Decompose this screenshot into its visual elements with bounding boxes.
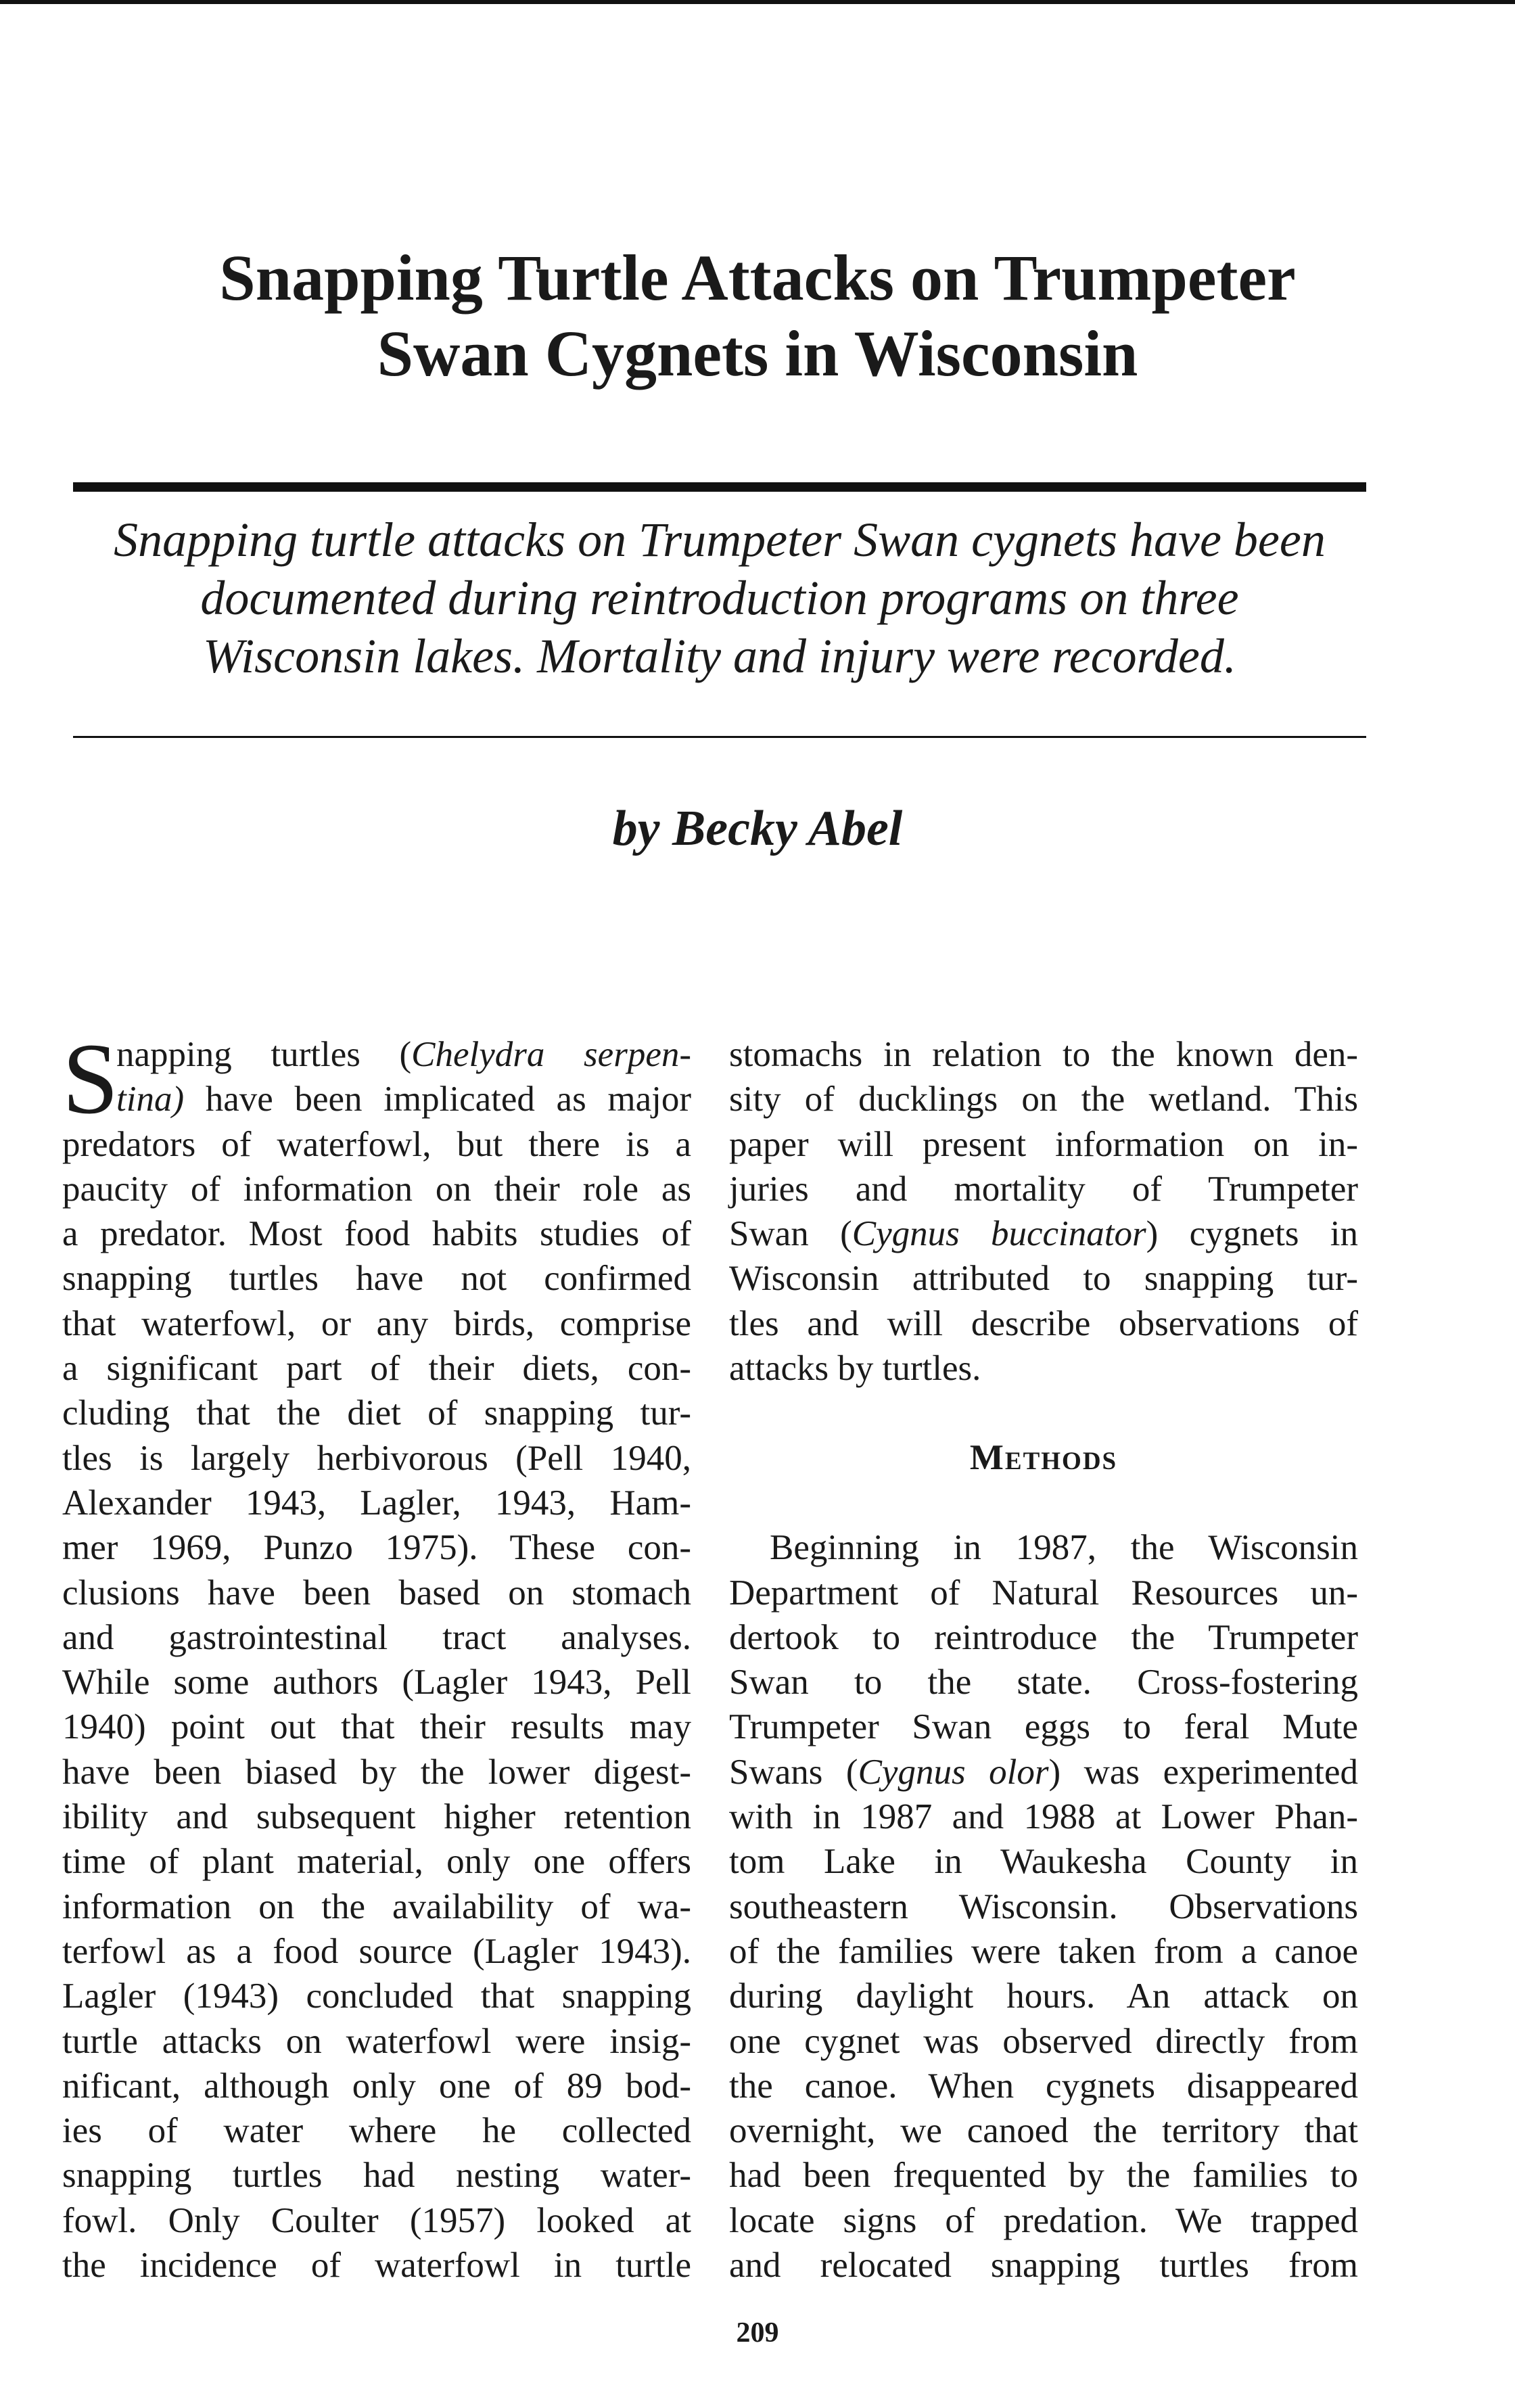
body-line: Alexander 1943, Lagler, 1943, Ham- [62,1483,691,1523]
body-line: While some authors (Lagler 1943, Pell [62,1663,691,1703]
body-line: turtle attacks on waterfowl were insig- [62,2021,691,2061]
body-line: Wisconsin attributed to snapping tur- [729,1259,1358,1299]
body-line: tles is largely herbivorous (Pell 1940, [62,1438,691,1478]
body-line: fowl. Only Coulter (1957) looked at [62,2200,691,2240]
body-line: attacks by turtles. [729,1349,981,1389]
methods-heading: Methods [969,1438,1118,1478]
body-line: 1940) point out that their results may [62,1707,691,1747]
text-span: ) cygnets in [1146,1214,1358,1254]
body-line: the canoe. When cygnets disappeared [729,2066,1358,2106]
abstract [73,511,1366,685]
body-line: snapping turtles have not confirmed [62,1259,691,1299]
body-line: tom Lake in Waukesha County in [729,1842,1358,1882]
body-line: that waterfowl, or any birds, comprise [62,1303,691,1343]
title-line-1: Snapping Turtle Attacks on Trumpeter [219,241,1296,314]
body-line: predators of waterfowl, but there is a [62,1124,691,1164]
spacer [729,1481,1358,1525]
article-title [0,240,1515,392]
body-line: tles and will describe observations of [729,1303,1358,1343]
body-line: during daylight hours. An attack on [729,1976,1358,2016]
body-line: locate signs of predation. We trapped [729,2200,1358,2240]
text-span: Swans ( [729,1752,858,1792]
body-line: a predator. Most food habits studies of [62,1214,691,1254]
body-line: juries and mortality of Trumpeter [729,1169,1358,1209]
drop-cap: S [62,1023,119,1135]
body-line: Trumpeter Swan eggs to feral Mute [729,1707,1358,1747]
body-line: one cygnet was observed directly from [729,2021,1358,2061]
body-line: and relocated snapping turtles from [729,2246,1358,2286]
body-line [729,1750,1358,1795]
left-column [62,1023,691,2288]
abstract-line-1: Snapping turtle attacks on Trumpeter Swan cygnets have been [114,513,1326,567]
body-line: ies of water where he collected [62,2111,691,2151]
body-line: the incidence of waterfowl in turtle [62,2246,691,2286]
body-line: paucity of information on their role as [62,1169,691,1209]
abstract-line-2: documented during reintroduction programs on three [200,571,1239,625]
abstract-bottom-rule [73,736,1366,738]
body-line: overnight, we canoed the territory that [729,2111,1358,2151]
body-line: stomachs in relation to the known den- [729,1035,1358,1074]
text-span: have been implicated as major [184,1080,691,1119]
title-line-2: Swan Cygnets in Wisconsin [377,317,1138,390]
body-line: Lagler (1943) concluded that snapping [62,1976,691,2016]
text-span: Swan ( [729,1214,852,1254]
body-line: clusions have been based on stomach [62,1573,691,1613]
body-line: southeastern Wisconsin. Observations [729,1886,1358,1926]
body-line: Department of Natural Resources un- [729,1573,1358,1613]
body-line [62,1077,691,1121]
body-line: of the families were taken from a canoe [729,1931,1358,1971]
body-line: a significant part of their diets, con- [62,1349,691,1389]
body-line: have been biased by the lower digest- [62,1752,691,1792]
body-line: sity of ducklings on the wetland. This [729,1080,1358,1119]
body-line: terfowl as a food source (Lagler 1943). [62,1931,691,1971]
species-name: tina) [116,1080,185,1119]
body-line: Beginning in 1987, the Wisconsin [770,1528,1358,1568]
body-line: snapping turtles had nesting water- [62,2156,691,2196]
body-line [729,1211,1358,1256]
body-line: information on the availability of wa- [62,1886,691,1926]
abstract-top-rule [73,482,1366,492]
body-line: nificant, although only one of 89 bod- [62,2066,691,2106]
right-column [729,1032,1358,2288]
body-line: ibility and subsequent higher retention [62,1797,691,1837]
page-number: 209 [736,2317,779,2348]
abstract-line-3: Wisconsin lakes. Mortality and injury were recorded. [203,629,1236,683]
body-line: Swan to the state. Cross-fostering [729,1663,1358,1703]
body-line: and gastrointestinal tract analyses. [62,1617,691,1657]
species-name: Cygnus buccinator [852,1214,1146,1254]
byline: by Becky Abel [612,801,903,856]
species-name: Cygnus olor [858,1752,1049,1792]
text-span: napping turtles ( [116,1035,412,1074]
body-line: paper will present information on in- [729,1124,1358,1164]
body-line: dertook to reintroduce the Trumpeter [729,1617,1358,1657]
top-border-rule [0,0,1515,4]
body-line: mer 1969, Punzo 1975). These con- [62,1528,691,1568]
body-line: had been frequented by the families to [729,2156,1358,2196]
body-line: cluding that the diet of snapping tur- [62,1393,691,1433]
body-line: time of plant material, only one offers [62,1842,691,1882]
text-span: ) was experimented [1048,1752,1358,1792]
species-name: Chelydra serpen- [411,1035,691,1074]
body-line: with in 1987 and 1988 at Lower Phan- [729,1797,1358,1837]
